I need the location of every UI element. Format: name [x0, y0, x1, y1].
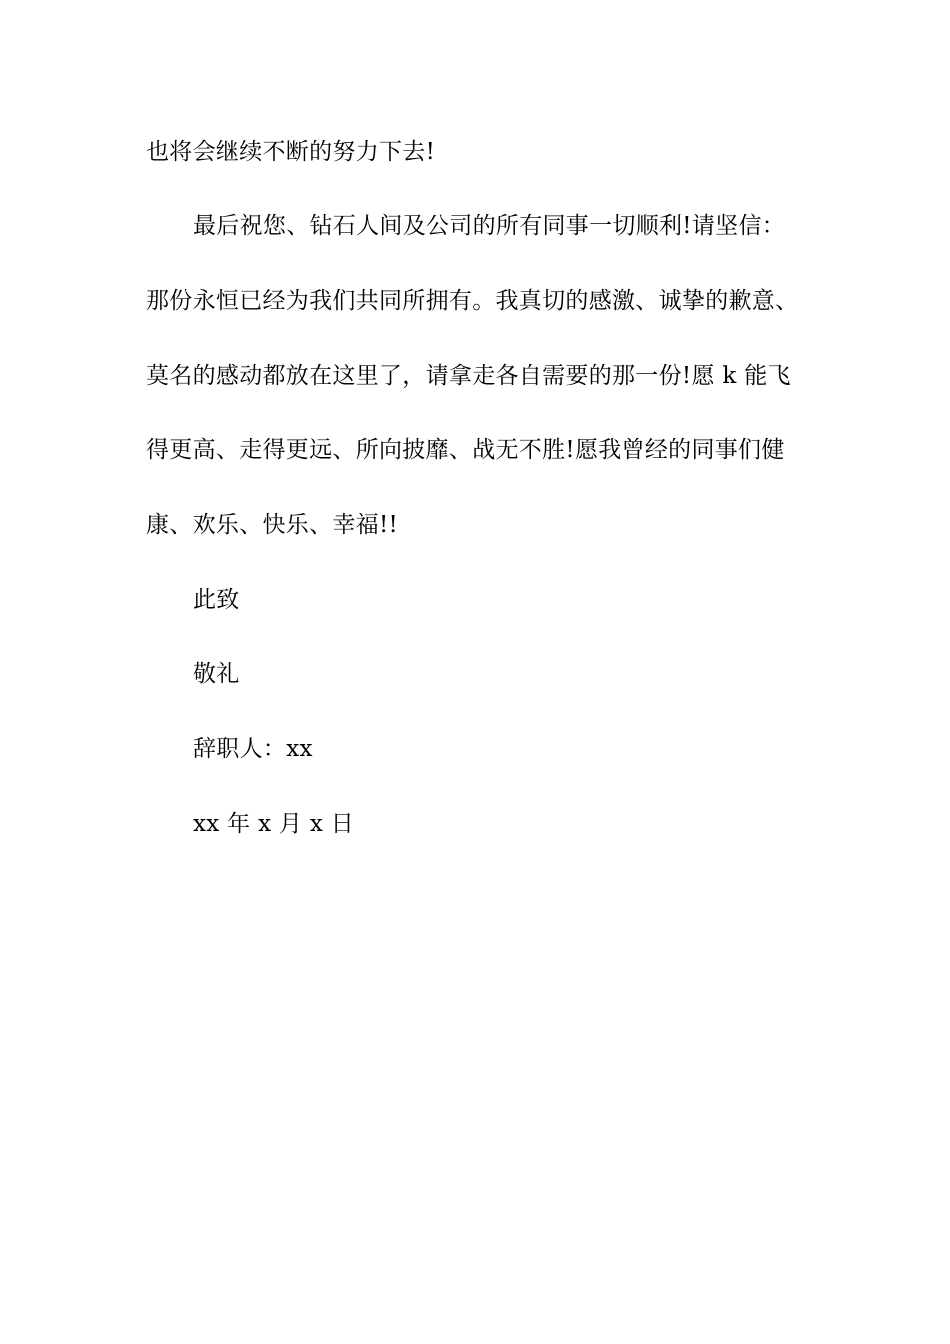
closing-regards: 敬礼	[193, 661, 240, 687]
closing-salutation: 此致	[193, 587, 240, 613]
date-line: xx 年 x 月 x 日	[193, 811, 355, 837]
signature-line: 辞职人：xx	[193, 736, 313, 762]
body-line-6: 康、欢乐、快乐、幸福!!	[146, 512, 399, 538]
body-line-5: 得更高、走得更远、所向披靡、战无不胜!愿我曾经的同事们健	[146, 437, 785, 463]
body-line-1: 也将会继续不断的努力下去!	[146, 139, 436, 165]
body-line-3: 那份永恒已经为我们共同所拥有。我真切的感激、诚挚的歉意、	[146, 288, 799, 314]
body-line-4: 莫名的感动都放在这里了，请拿走各自需要的那一份!愿 k 能飞	[146, 363, 791, 389]
body-line-2: 最后祝您、钻石人间及公司的所有同事一切顺利!请坚信：	[193, 213, 786, 239]
